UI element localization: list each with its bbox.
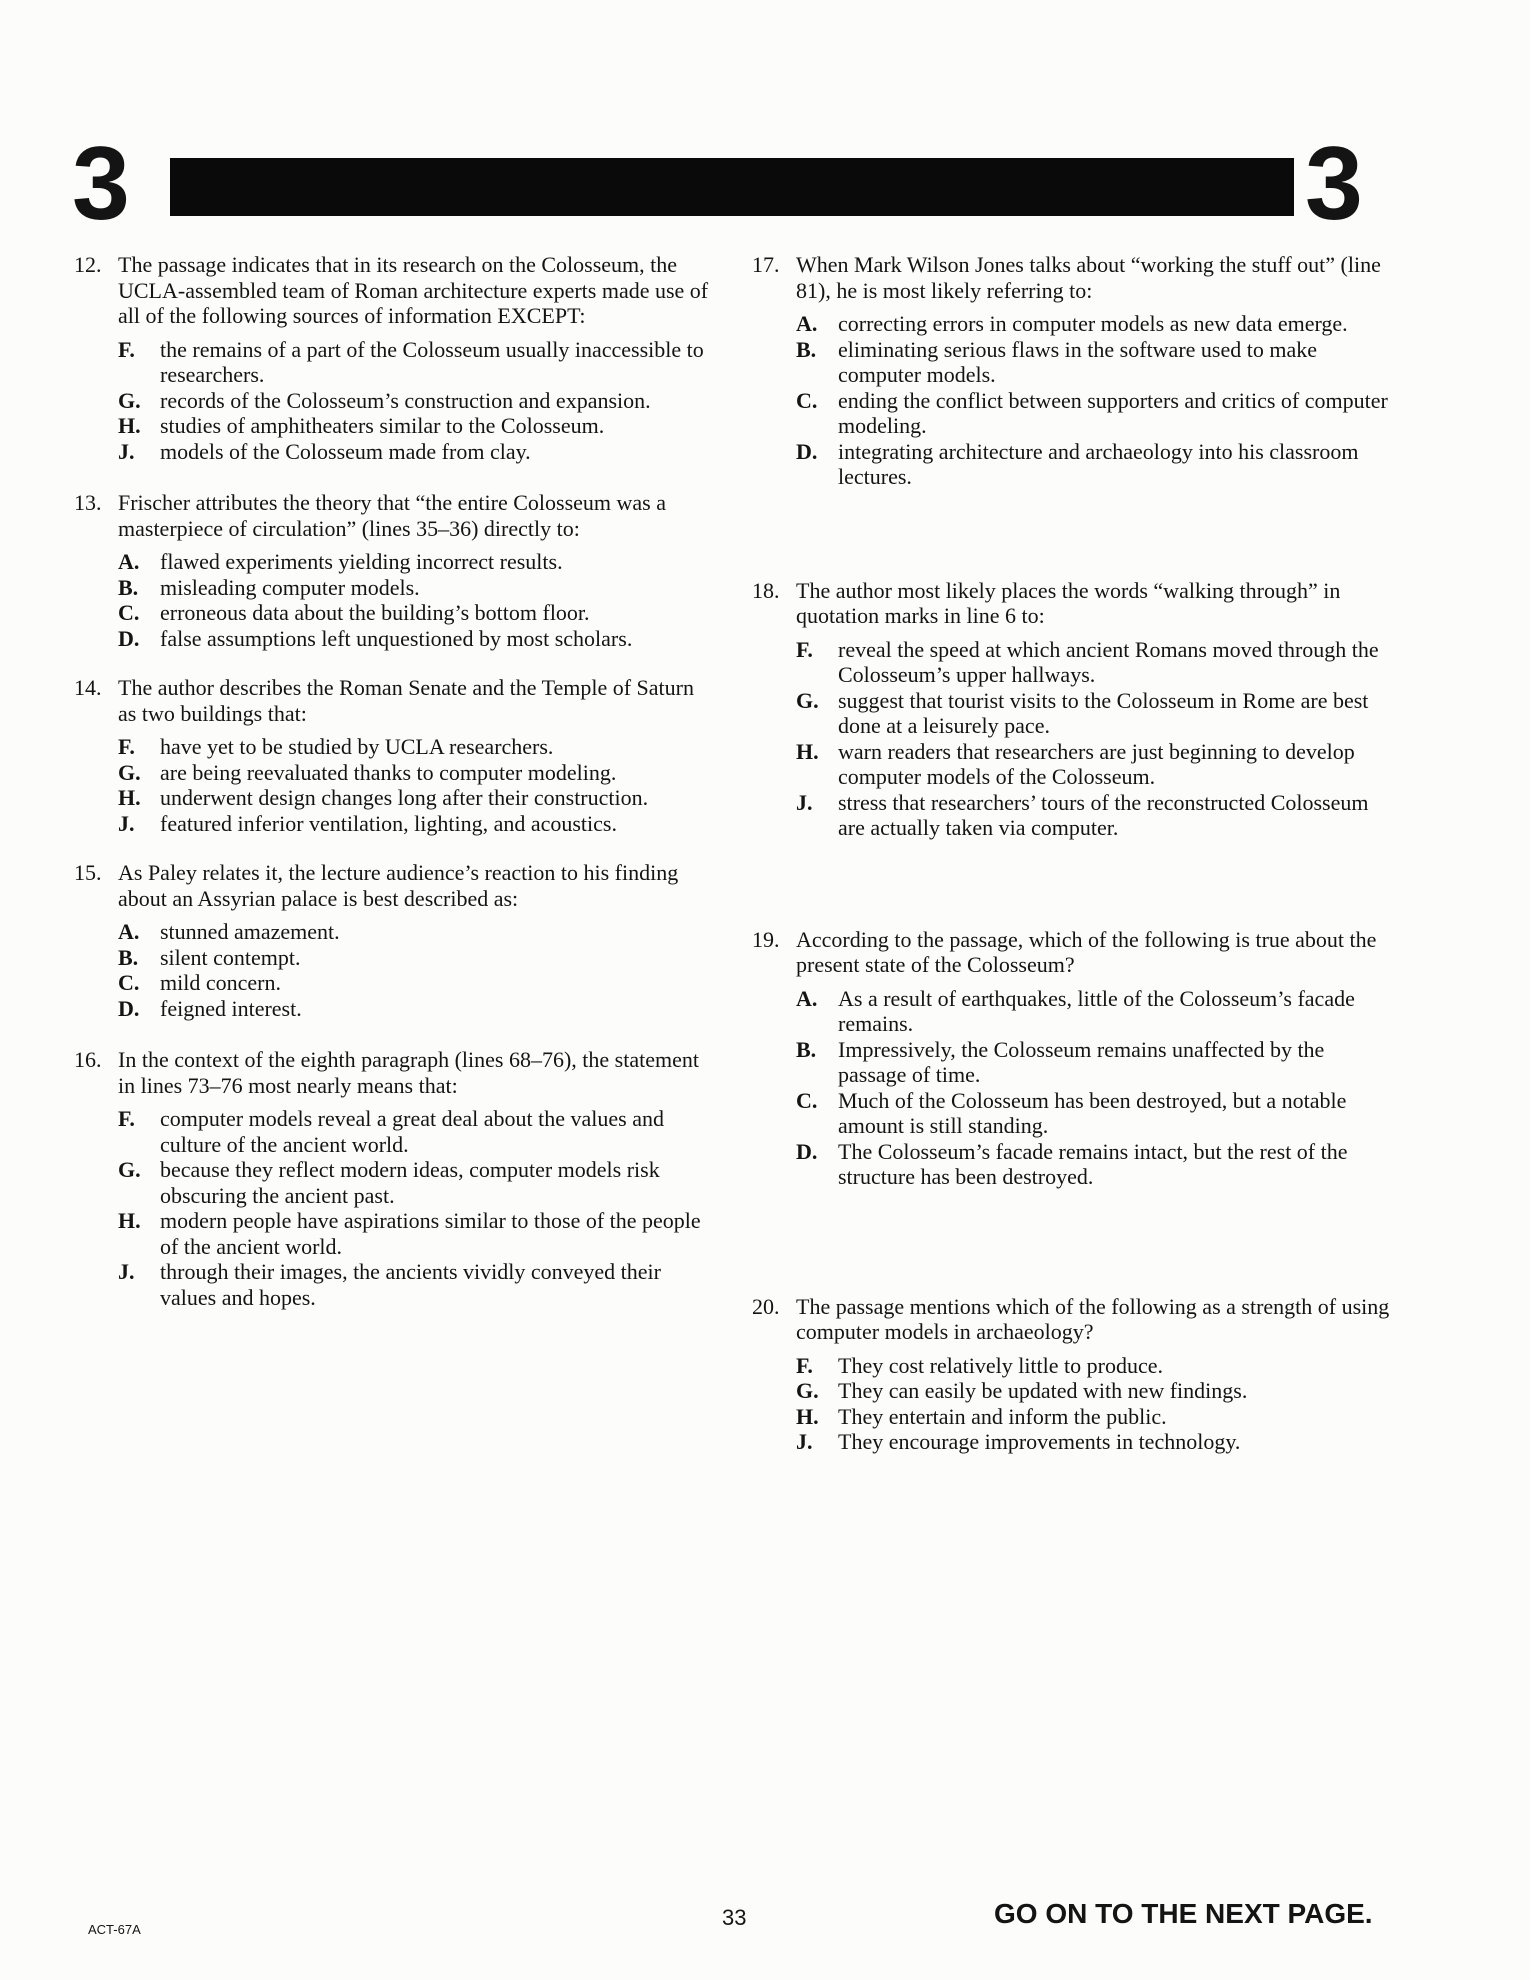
right-column [752, 252, 1392, 1455]
question-13 [74, 490, 714, 651]
form-code: ACT-67A [88, 1922, 141, 1937]
option-letter: C. [118, 970, 140, 995]
question-18 [752, 578, 1392, 841]
option-letter: F. [796, 636, 813, 662]
section-number-left: 3 [72, 126, 130, 242]
answer-option-f[interactable] [796, 1353, 1392, 1379]
option-text: ending the conflict between supporters and critics of computer modeling. [838, 387, 1388, 438]
answer-option-g[interactable] [118, 388, 714, 414]
question-17 [752, 252, 1392, 490]
answer-option-d[interactable] [796, 439, 1392, 490]
question-number: 20. [752, 1293, 780, 1319]
option-text: integrating architecture and archaeology into his classroom lectures. [838, 438, 1359, 489]
answer-option-j[interactable] [118, 811, 714, 837]
option-text: stress that researchers’ tours of the reconstructed Colosseum are actually taken via computer. [838, 789, 1369, 840]
answer-option-c[interactable] [118, 600, 714, 626]
answer-option-a[interactable] [118, 919, 714, 945]
answer-option-a[interactable] [796, 311, 1392, 337]
option-letter: G. [796, 1378, 819, 1403]
question-12 [74, 252, 714, 464]
next-page-notice: GO ON TO THE NEXT PAGE. [994, 1898, 1373, 1929]
question-stem: The author most likely places the words “walking through” in quotation marks in line 6 to: [796, 577, 1341, 628]
option-text: misleading computer models. [160, 574, 420, 600]
question-stem: When Mark Wilson Jones talks about “working the stuff out” (line 81), he is most likely referring to: [796, 252, 1381, 303]
answer-option-f[interactable] [796, 637, 1392, 688]
answer-option-j[interactable] [118, 439, 714, 465]
option-text: through their images, the ancients vividly conveyed their values and hopes. [160, 1259, 661, 1310]
option-text: stunned amazement. [160, 919, 340, 944]
option-text: They entertain and inform the public. [838, 1403, 1167, 1429]
answer-option-h[interactable] [118, 1208, 714, 1259]
answer-option-a[interactable] [796, 986, 1392, 1037]
answer-option-c[interactable] [118, 970, 714, 996]
option-text: warn readers that researchers are just beginning to develop computer models of the Colosseum. [838, 738, 1355, 789]
answer-option-h[interactable] [118, 785, 714, 811]
question-number: 15. [74, 860, 102, 885]
option-letter: F. [118, 1106, 135, 1131]
option-letter: B. [796, 336, 817, 362]
option-letter: C. [796, 387, 818, 413]
answer-option-f[interactable] [118, 1106, 714, 1157]
section-header-bar [170, 158, 1294, 216]
option-letter: A. [796, 311, 818, 336]
option-letter: G. [118, 1157, 141, 1182]
question-number: 18. [752, 577, 780, 603]
option-text: As a result of earthquakes, little of the Colosseum’s facade remains. [838, 985, 1355, 1036]
option-letter: D. [796, 438, 818, 464]
answer-option-f[interactable] [118, 337, 714, 388]
answer-option-g[interactable] [796, 688, 1392, 739]
question-19 [752, 927, 1392, 1190]
question-number: 16. [74, 1047, 102, 1072]
option-letter: D. [796, 1138, 818, 1164]
answer-option-f[interactable] [118, 734, 714, 760]
question-stem: The passage mentions which of the following as a strength of using computer models in archaeology? [796, 1293, 1390, 1344]
section-number-right: 3 [1305, 126, 1363, 242]
option-text: studies of amphitheaters similar to the Colosseum. [160, 413, 605, 438]
option-letter: B. [796, 1036, 817, 1062]
option-text: They encourage improvements in technology. [838, 1429, 1241, 1454]
answer-option-g[interactable] [118, 760, 714, 786]
answer-option-h[interactable] [118, 413, 714, 439]
option-letter: G. [796, 687, 819, 713]
answer-option-c[interactable] [796, 1088, 1392, 1139]
answer-options [752, 1353, 1392, 1455]
question-15 [74, 860, 714, 1021]
question-16 [74, 1047, 714, 1310]
answer-options [74, 337, 714, 465]
option-letter: H. [118, 413, 141, 438]
option-letter: C. [796, 1087, 818, 1113]
option-text: mild concern. [160, 970, 281, 995]
answer-option-j[interactable] [118, 1259, 714, 1310]
question-stem: Frischer attributes the theory that “the entire Colosseum was a masterpiece of circulation” (lines 35–36) directly to: [118, 490, 667, 541]
option-text: silent contempt. [160, 944, 301, 970]
answer-option-b[interactable] [796, 337, 1392, 388]
option-text: The Colosseum’s facade remains intact, but the rest of the structure has been destroyed. [838, 1138, 1348, 1189]
option-letter: B. [118, 574, 139, 600]
answer-option-d[interactable] [796, 1139, 1392, 1190]
question-stem: As Paley relates it, the lecture audience’s reaction to his finding about an Assyrian palace is best described as: [118, 860, 679, 911]
answer-options [752, 311, 1392, 490]
option-letter: F. [796, 1352, 813, 1378]
answer-options [74, 919, 714, 1021]
answer-option-c[interactable] [796, 388, 1392, 439]
left-column [74, 252, 714, 1310]
option-letter: H. [118, 785, 141, 810]
option-text: underwent design changes long after their construction. [160, 785, 649, 810]
option-letter: A. [118, 549, 140, 574]
option-text: have yet to be studied by UCLA researchers. [160, 734, 554, 759]
answer-options [752, 986, 1392, 1190]
option-text: false assumptions left unquestioned by most scholars. [160, 625, 633, 651]
option-text: eliminating serious flaws in the software used to make computer models. [838, 336, 1317, 387]
answer-option-b[interactable] [118, 575, 714, 601]
question-number: 19. [752, 926, 780, 952]
answer-option-g[interactable] [118, 1157, 714, 1208]
option-letter: G. [118, 387, 141, 413]
option-text: models of the Colosseum made from clay. [160, 438, 531, 464]
answer-option-d[interactable] [118, 626, 714, 652]
answer-option-h[interactable] [796, 739, 1392, 790]
option-text: feigned interest. [160, 995, 302, 1021]
answer-options [74, 549, 714, 651]
option-text: erroneous data about the building’s bottom floor. [160, 600, 590, 625]
option-letter: C. [118, 600, 140, 625]
page-number: 33 [722, 1905, 747, 1930]
option-letter: B. [118, 944, 139, 970]
answer-options [752, 637, 1392, 841]
option-letter: D. [118, 625, 140, 651]
option-letter: J. [118, 438, 135, 464]
option-text: Impressively, the Colosseum remains unaffected by the passage of time. [838, 1036, 1325, 1087]
question-14 [74, 675, 714, 836]
option-text: They cost relatively little to produce. [838, 1352, 1164, 1378]
option-letter: H. [118, 1208, 141, 1233]
option-letter: F. [118, 336, 135, 362]
option-letter: J. [796, 789, 813, 815]
option-text: the remains of a part of the Colosseum usually inaccessible to researchers. [160, 336, 704, 387]
answer-options [74, 1106, 714, 1310]
option-letter: A. [796, 985, 818, 1011]
option-letter: A. [118, 919, 140, 944]
option-text: computer models reveal a great deal about the values and culture of the ancient world. [160, 1106, 664, 1157]
answer-option-b[interactable] [118, 945, 714, 971]
question-20 [752, 1294, 1392, 1455]
question-number: 13. [74, 490, 102, 515]
option-text: correcting errors in computer models as new data emerge. [838, 311, 1348, 336]
option-letter: H. [796, 738, 819, 764]
question-stem: The passage indicates that in its research on the Colosseum, the UCLA-assembled team of Roman architecture experts made use of all of the following sources of information EXCEPT: [118, 252, 709, 328]
question-number: 14. [74, 675, 102, 700]
answer-options [74, 734, 714, 836]
option-letter: J. [118, 810, 135, 836]
question-number: 12. [74, 252, 102, 277]
answer-option-j[interactable] [796, 790, 1392, 841]
question-stem: The author describes the Roman Senate and the Temple of Saturn as two buildings that: [118, 675, 694, 726]
question-number: 17. [752, 252, 780, 277]
question-stem: In the context of the eighth paragraph (lines 68–76), the statement in lines 73–76 most nearly means that: [118, 1047, 699, 1098]
option-letter: J. [796, 1429, 813, 1454]
option-text: They can easily be updated with new findings. [838, 1378, 1248, 1403]
answer-option-g[interactable] [796, 1378, 1392, 1404]
option-text: suggest that tourist visits to the Colosseum in Rome are best done at a leisurely pace. [838, 687, 1369, 738]
option-text: flawed experiments yielding incorrect results. [160, 549, 563, 574]
option-letter: H. [796, 1403, 819, 1429]
answer-option-d[interactable] [118, 996, 714, 1022]
option-text: modern people have aspirations similar to those of the people of the ancient world. [160, 1208, 701, 1259]
option-text: records of the Colosseum’s construction and expansion. [160, 387, 651, 413]
question-stem: According to the passage, which of the following is true about the present state of the Colosseum? [796, 926, 1377, 977]
option-letter: D. [118, 995, 140, 1021]
option-text: are being reevaluated thanks to computer modeling. [160, 759, 617, 785]
answer-option-j[interactable] [796, 1429, 1392, 1455]
answer-option-b[interactable] [796, 1037, 1392, 1088]
option-text: because they reflect modern ideas, computer models risk obscuring the ancient past. [160, 1157, 660, 1208]
answer-option-a[interactable] [118, 549, 714, 575]
answer-option-h[interactable] [796, 1404, 1392, 1430]
option-text: featured inferior ventilation, lighting, and acoustics. [160, 810, 617, 836]
option-letter: G. [118, 759, 141, 785]
option-text: reveal the speed at which ancient Romans moved through the Colosseum’s upper hallways. [838, 636, 1379, 687]
option-letter: F. [118, 734, 135, 759]
option-letter: J. [118, 1259, 135, 1284]
option-text: Much of the Colosseum has been destroyed, but a notable amount is still standing. [838, 1087, 1347, 1138]
